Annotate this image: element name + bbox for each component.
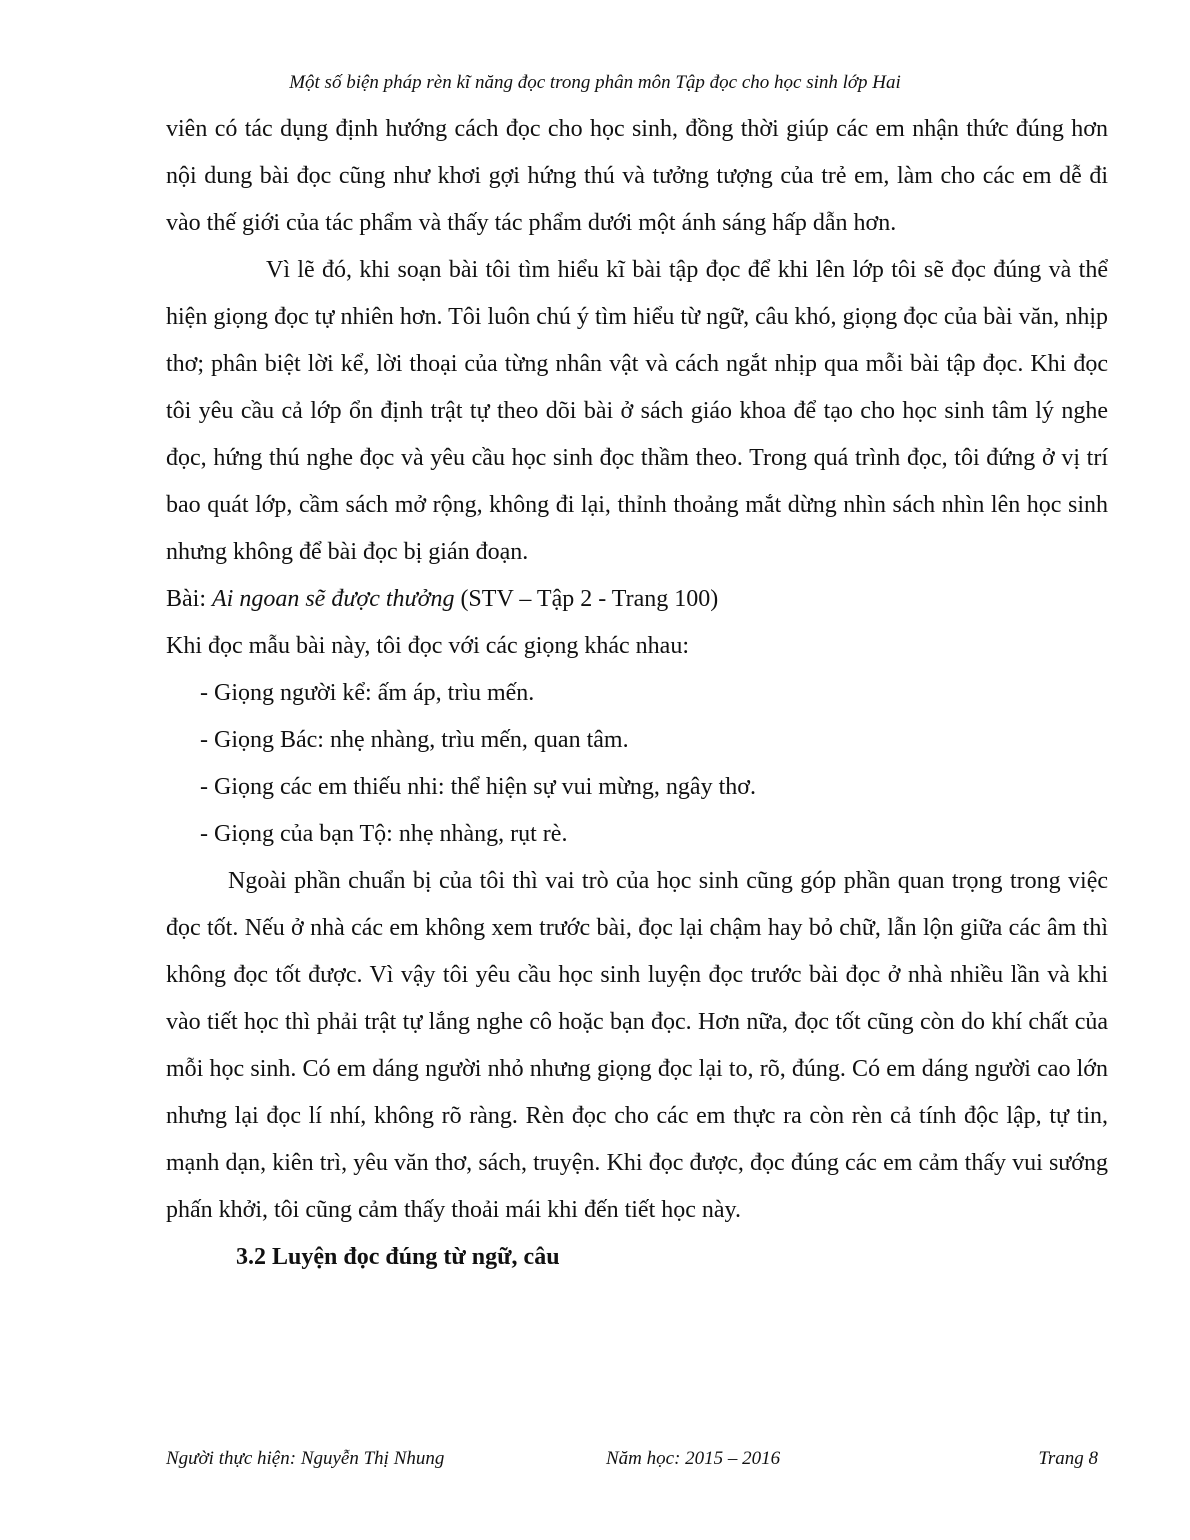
page-footer (166, 1444, 1098, 1474)
list-item: - Giọng các em thiếu nhi: thể hiện sự vui mừng, ngây thơ. (200, 774, 756, 800)
lesson-prefix: Bài: (166, 586, 212, 612)
paragraph-1: viên có tác dụng định hướng cách đọc cho học sinh, đồng thời giúp các em nhận thức đúng hơn nội dung bài đọc cũng như khơi gợi hứng thú và tưởng tượng của trẻ em, làm cho các em dễ đi vào thế giới của tác phẩm và thấy tác phẩm dưới một ánh sáng hấp dẫn hơn. (166, 116, 1108, 236)
lesson-source: (STV – Tập 2 - Trang 100) (454, 586, 719, 612)
paragraph-3: Ngoài phần chuẩn bị của tôi thì vai trò của học sinh cũng góp phần quan trọng trong việc đọc tốt. Nếu ở nhà các em không xem trước bài, đọc lại chậm hay bỏ chữ, lẫn lộn giữa các âm thì không đọc tốt được. Vì vậy tôi yêu cầu học sinh luyện đọc trước bài đọc ở nhà nhiều lần và khi vào tiết học thì phải trật tự lắng nghe cô hoặc bạn đọc. Hơn nữa, đọc tốt cũng còn do khí chất của mỗi học sinh. Có em dáng người nhỏ nhưng giọng đọc lại to, rõ, đúng. Có em dáng người cao lớn nhưng lại đọc lí nhí, không rõ ràng. Rèn đọc cho các em thực ra còn rèn cả tính độc lập, tự tin, mạnh dạn, kiên trì, yêu văn thơ, sách, truyện. Khi đọc được, đọc đúng các em cảm thấy vui sướng phấn khởi, tôi cũng cảm thấy thoải mái khi đến tiết học này. (166, 868, 1108, 1223)
list-item: - Giọng của bạn Tộ: nhẹ nhàng, rụt rè. (200, 821, 568, 847)
lesson-line (166, 576, 1108, 623)
running-header: Một số biện pháp rèn kĩ năng đọc trong phân môn Tập đọc cho học sinh lớp Hai (289, 72, 901, 93)
body-text (166, 106, 1108, 1281)
voices-intro: Khi đọc mẫu bài này, tôi đọc với các giọng khác nhau: (166, 633, 689, 659)
paragraph-2: Vì lẽ đó, khi soạn bài tôi tìm hiểu kĩ bài tập đọc để khi lên lớp tôi sẽ đọc đúng và thể hiện giọng đọc tự nhiên hơn. Tôi luôn chú ý tìm hiểu từ ngữ, câu khó, giọng đọc của bài văn, nhịp thơ; phân biệt lời kể, lời thoại của từng nhân vật và cách ngắt nhịp qua mỗi bài tập đọc. Khi đọc tôi yêu cầu cả lớp ổn định trật tự theo dõi bài ở sách giáo khoa để tạo cho học sinh tâm lý nghe đọc, hứng thú nghe đọc và yêu cầu học sinh đọc thầm theo. Trong quá trình đọc, tôi đứng ở vị trí bao quát lớp, cầm sách mở rộng, không đi lại, thỉnh thoảng mắt dừng nhìn sách nhìn lên học sinh nhưng không để bài đọc bị gián đoạn. (166, 257, 1108, 565)
list-item: - Giọng người kể: ấm áp, trìu mến. (200, 680, 535, 706)
footer-page-number: Trang 8 (1038, 1448, 1098, 1469)
footer-school-year: Năm học: 2015 – 2016 (606, 1448, 781, 1469)
lesson-title: Ai ngoan sẽ được thưởng (212, 586, 455, 612)
footer-author: Người thực hiện: Nguyễn Thị Nhung (166, 1448, 445, 1469)
list-item: - Giọng Bác: nhẹ nhàng, trìu mến, quan tâm. (200, 727, 629, 753)
section-heading: 3.2 Luyện đọc đúng từ ngữ, câu (236, 1244, 560, 1270)
